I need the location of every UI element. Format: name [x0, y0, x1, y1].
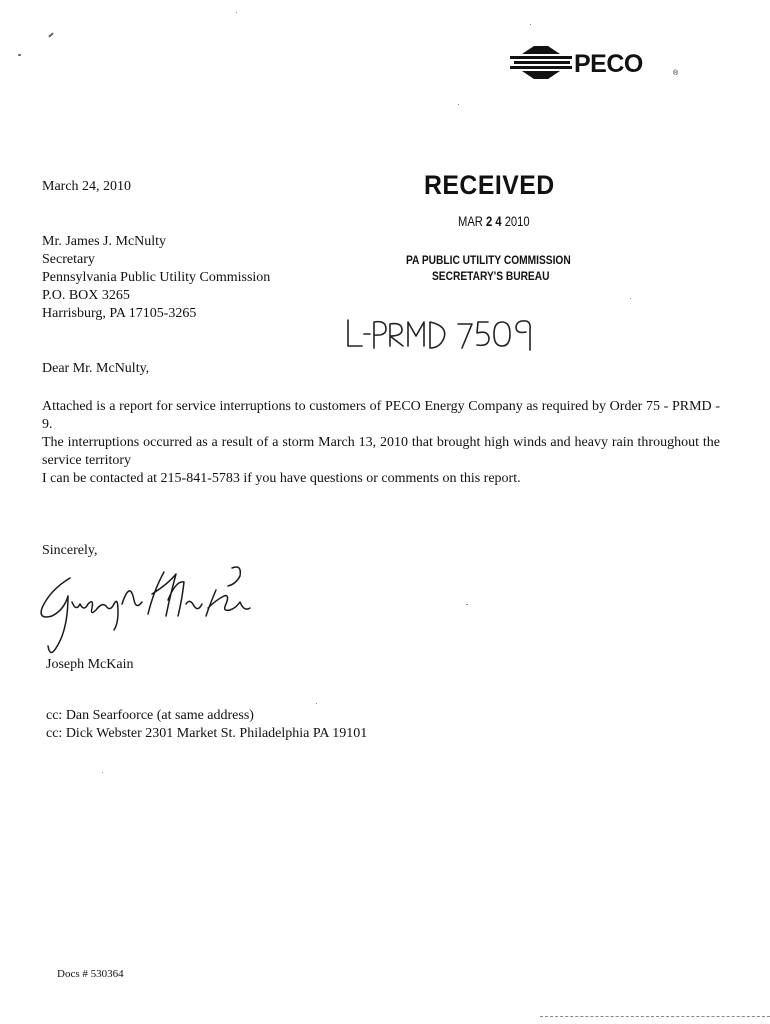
stamp-date-year: 2010	[504, 213, 530, 229]
body-paragraph-1: Attached is a report for service interruptions to customers of PECO Energy Company as required by Order 75 - PRMD - 9.	[42, 399, 720, 432]
letter-date: March 24, 2010	[42, 179, 132, 194]
recipient-organization: Pennsylvania Public Utility Commission	[42, 270, 271, 285]
stamp-title: RECEIVED	[424, 170, 555, 200]
stamp-line-bureau: SECRETARY'S BUREAU	[432, 269, 550, 283]
handwritten-signature	[30, 560, 270, 660]
scan-speck	[102, 772, 103, 773]
stamp-date-month: MAR	[458, 213, 483, 229]
recipient-name: Mr. James J. McNulty	[42, 234, 167, 249]
scan-speck	[48, 32, 54, 37]
cc-list	[46, 707, 367, 743]
body-paragraph-3: I can be contacted at 215-841-5783 if you have questions or comments on this report.	[42, 471, 521, 486]
received-stamp	[400, 170, 610, 290]
scan-edge-mark	[540, 1016, 770, 1017]
scan-speck	[236, 12, 237, 13]
cc-line: cc: Dick Webster 2301 Market St. Philadelphia PA 19101	[46, 726, 368, 741]
scan-speck	[466, 604, 468, 605]
body-paragraph-2: The interruptions occurred as a result of a storm March 13, 2010 that brought high winds and heavy rain throughout the service territory	[42, 435, 720, 468]
document-number: Docs # 530364	[57, 968, 124, 980]
recipient-address	[42, 233, 342, 323]
stamp-line-commission: PA PUBLIC UTILITY COMMISSION	[406, 253, 571, 267]
peco-logo-mark-icon	[508, 46, 572, 80]
signer-name: Joseph McKain	[46, 657, 134, 672]
registered-mark: ®	[673, 70, 679, 77]
salutation: Dear Mr. McNulty,	[42, 361, 150, 376]
scan-speck	[530, 24, 531, 25]
scan-speck	[458, 104, 459, 105]
scan-speck	[316, 703, 317, 704]
closing: Sincerely,	[42, 543, 98, 558]
cc-line: cc: Dan Searfoorce (at same address)	[46, 708, 254, 723]
recipient-city: Harrisburg, PA 17105-3265	[42, 306, 197, 321]
peco-logo-text: PECO	[574, 50, 643, 78]
scan-speck	[18, 54, 21, 56]
stamp-date	[458, 213, 530, 229]
scan-speck	[630, 298, 631, 299]
peco-logo	[508, 44, 688, 84]
stamp-date-day: 2 4	[486, 213, 502, 229]
handwritten-docket-number	[340, 310, 560, 360]
recipient-title: Secretary	[42, 252, 95, 267]
recipient-po-box: P.O. BOX 3265	[42, 288, 130, 303]
letter-body	[42, 398, 720, 488]
